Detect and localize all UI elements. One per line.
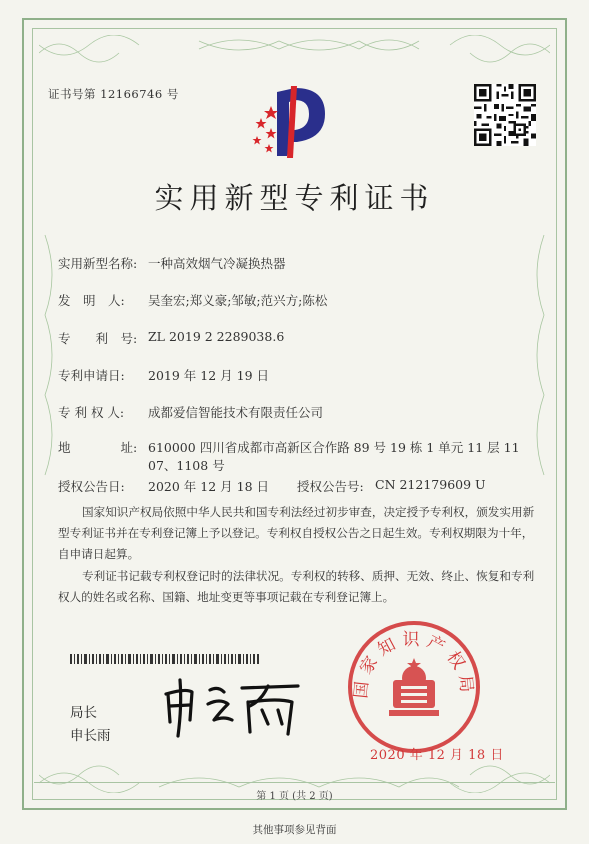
inventor-label: 发 明 人: bbox=[58, 293, 125, 308]
cert-no-value: 12166746 bbox=[100, 87, 163, 101]
director-title: 局长 bbox=[70, 705, 97, 721]
patentee-label: 专 利 权 人: bbox=[58, 405, 125, 420]
address-value-line2: 07、1108 号 bbox=[148, 458, 225, 473]
name-value: 一种高效烟气冷凝换热器 bbox=[148, 256, 286, 271]
handwritten-signature bbox=[158, 676, 308, 738]
cert-no-suffix: 号 bbox=[166, 87, 179, 101]
patentee-value: 成都爱信智能技术有限责任公司 bbox=[148, 405, 324, 420]
address-label: 地 址: bbox=[58, 440, 138, 455]
legal-status-paragraph: 专利证书记载专利权登记时的法律状况。专利权的转移、质押、无效、终止、恢复和专利权人的姓名或名称、国籍、地址变更等事项记载在专利登记簿上。 bbox=[58, 569, 535, 604]
barcode bbox=[70, 654, 260, 664]
grant-number-label: 授权公告号: bbox=[297, 479, 364, 494]
director-name: 申长雨 bbox=[70, 728, 111, 744]
certificate-title: 实用新型专利证书 bbox=[154, 181, 435, 215]
page-number: 第 1 页 (共 2 页) bbox=[256, 791, 333, 802]
grant-statement-paragraph: 国家知识产权局依照中华人民共和国专利法经过初步审查，决定授予专利权，颁发实用新型专利证书并在专利登记簿上予以登记。专利权自授权公告之日起生效。专利权期限为十年，自申请日起算。 bbox=[58, 505, 535, 561]
patent-office-logo bbox=[247, 84, 339, 160]
grant-number-value: CN 212179609 U bbox=[375, 477, 486, 492]
official-seal bbox=[345, 618, 483, 756]
filing-date-label: 专利申请日: bbox=[58, 368, 125, 383]
patent-number-value: ZL 2019 2 2289038.6 bbox=[148, 329, 285, 344]
qr-code bbox=[474, 84, 536, 146]
filing-date-value: 2019 年 12 月 19 日 bbox=[148, 368, 269, 383]
patent-number-label: 专 利 号: bbox=[58, 331, 138, 346]
grant-date-label: 授权公告日: bbox=[58, 479, 125, 494]
cert-no-label: 证书号第 bbox=[48, 87, 96, 101]
seal-date: 2020 年 12 月 18 日 bbox=[370, 748, 504, 763]
footer-divider bbox=[34, 782, 555, 783]
seal-text: 国家知识产权局 bbox=[351, 630, 477, 700]
address-value-line1: 610000 四川省成都市高新区合作路 89 号 19 栋 1 单元 11 层 11 bbox=[148, 440, 520, 455]
back-side-note: 其他事项参见背面 bbox=[252, 824, 337, 836]
certificate-number bbox=[48, 86, 179, 102]
name-label: 实用新型名称: bbox=[58, 256, 138, 271]
inventor-value: 吴奎宏;郑义豪;邹敏;范兴方;陈松 bbox=[148, 293, 328, 308]
grant-date-value: 2020 年 12 月 18 日 bbox=[148, 479, 269, 494]
